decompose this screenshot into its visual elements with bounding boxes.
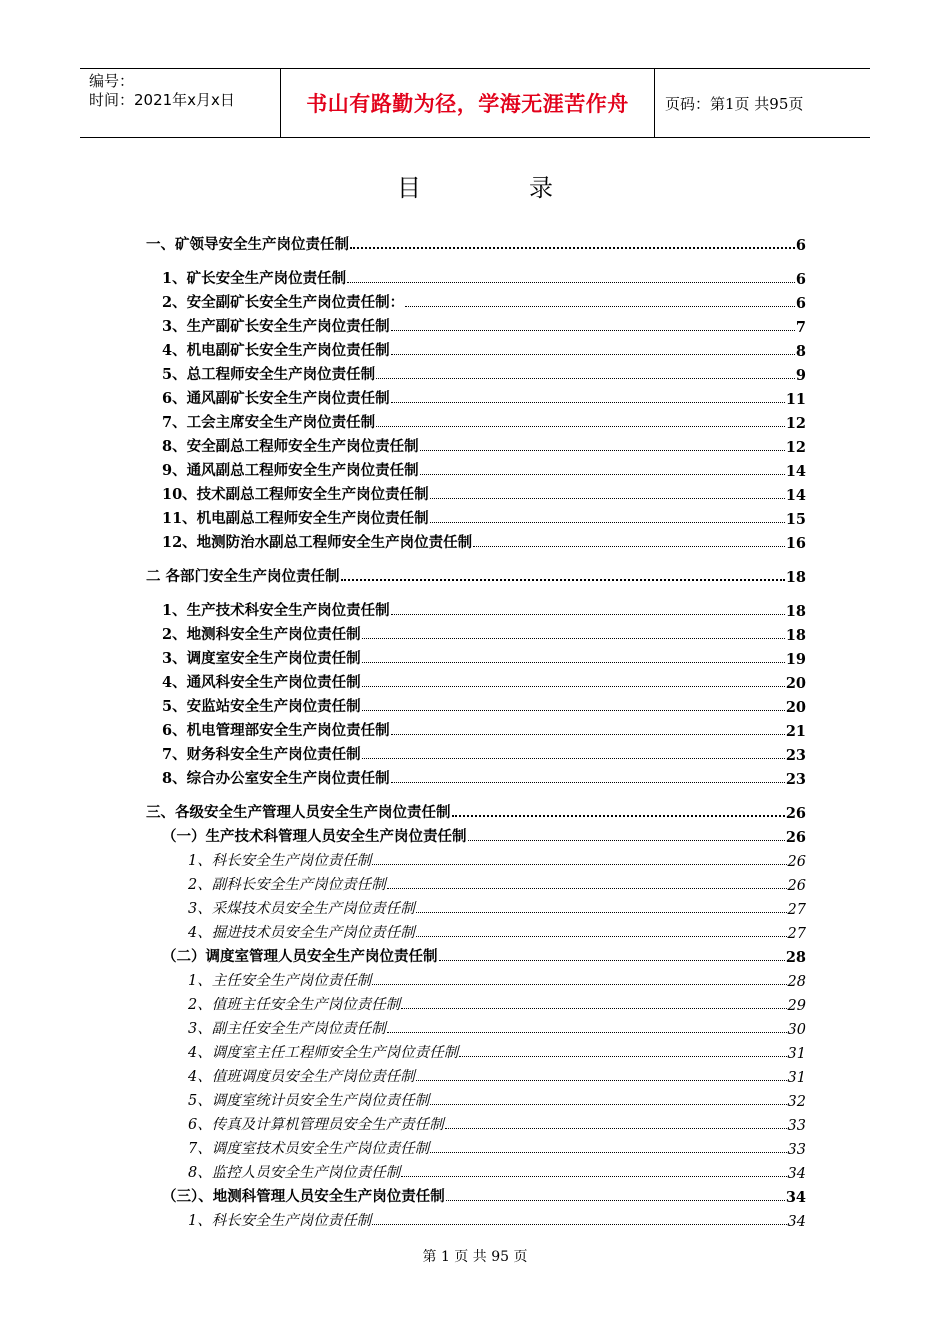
toc-entry[interactable] [146,288,806,312]
toc-entry[interactable] [146,528,806,552]
toc-entry[interactable] [146,360,806,384]
toc-leader-dots [362,686,785,687]
toc-entry-page: 34 [785,1189,806,1206]
toc-entry[interactable] [146,1086,806,1110]
toc-entry-page: 7 [795,319,806,336]
toc-entry-page: 20 [785,699,806,716]
toc-leader-dots [452,815,785,817]
toc-entry-page: 27 [787,902,806,918]
toc-entry-page: 11 [785,391,806,408]
toc-entry[interactable] [146,336,806,360]
toc-entry-page: 29 [787,998,806,1014]
toc-entry-page: 26 [785,805,806,822]
toc-entry-label: 2、值班主任安全生产岗位责任制 [188,997,401,1013]
toc-leader-dots [420,474,785,475]
toc-entry-label: 8、监控人员安全生产岗位责任制 [188,1165,401,1181]
toc-entry-label: 9、通风副总工程师安全生产岗位责任制 [162,462,419,479]
toc-entry[interactable] [146,1062,806,1086]
toc-entry-page: 33 [787,1142,806,1158]
document-time-label: 时间：2021年x月x日 [89,91,235,109]
toc-leader-dots [416,936,787,937]
toc-entry-page: 18 [785,569,806,586]
toc-entry-page: 23 [785,747,806,764]
toc-entry-label: 1、主任安全生产岗位责任制 [188,973,372,989]
toc-entry-label: 三、各级安全生产管理人员安全生产岗位责任制 [146,804,451,821]
toc-entry[interactable] [146,716,806,740]
toc-entry[interactable] [146,846,806,870]
header-left-cell [80,69,281,137]
toc-entry-label: 7、调度室技术员安全生产岗位责任制 [188,1141,430,1157]
toc-entry[interactable] [146,432,806,456]
toc-entry[interactable] [146,384,806,408]
toc-entry-label: 3、生产副矿长安全生产岗位责任制 [162,318,390,335]
toc-entry-page: 6 [795,271,806,288]
page-footer: 第 1 页 共 95 页 [422,1249,528,1265]
toc-entry[interactable] [146,668,806,692]
table-of-contents [146,220,806,1230]
toc-leader-dots [347,282,795,283]
toc-entry-label: 1、矿长安全生产岗位责任制 [162,270,347,287]
toc-entry-page: 20 [785,675,806,692]
toc-entry[interactable] [146,894,806,918]
toc-entry-page: 31 [787,1046,806,1062]
toc-entry-page: 23 [785,771,806,788]
toc-entry[interactable] [146,870,806,894]
toc-entry-label: 10、技术副总工程师安全生产岗位责任制 [162,486,429,503]
toc-leader-dots [401,1176,786,1177]
toc-entry-label: 3、采煤技术员安全生产岗位责任制 [188,901,415,917]
toc-leader-dots [391,402,785,403]
toc-entry[interactable] [146,1110,806,1134]
toc-entry[interactable] [146,764,806,788]
toc-leader-dots [430,522,785,523]
toc-entry-page: 18 [785,603,806,620]
toc-entry-label: 4、掘进技术员安全生产岗位责任制 [188,925,415,941]
toc-entry-page: 9 [795,367,806,384]
toc-entry[interactable] [146,918,806,942]
toc-entry-page: 18 [785,627,806,644]
toc-entry-label: 1、生产技术科安全生产岗位责任制 [162,602,390,619]
toc-entry-label: 6、机电管理部安全生产岗位责任制 [162,722,390,739]
toc-entry-page: 12 [785,415,806,432]
toc-leader-dots [391,354,795,355]
document-number-label: 编号： [89,72,135,90]
toc-entry[interactable] [146,1206,806,1230]
toc-entry-label: 2、地测科安全生产岗位责任制 [162,626,361,643]
toc-entry-page: 15 [785,511,806,528]
toc-entry-page: 6 [795,237,806,254]
toc-leader-dots [391,734,785,735]
toc-leader-dots [420,450,785,451]
toc-leader-dots [372,984,786,985]
toc-leader-dots [445,1128,787,1129]
toc-entry-page: 26 [787,854,806,870]
toc-entry-page: 33 [787,1118,806,1134]
toc-entry-label: 5、总工程师安全生产岗位责任制 [162,366,376,383]
toc-leader-dots [416,1080,787,1081]
toc-entry-label: 1、科长安全生产岗位责任制 [188,853,372,869]
toc-entry-page: 8 [795,343,806,360]
toc-entry[interactable] [146,788,806,822]
toc-entry-page: 32 [787,1094,806,1110]
toc-leader-dots [362,662,785,663]
toc-entry-page: 12 [785,439,806,456]
toc-leader-dots [341,579,785,581]
toc-entry-label: 2、副科长安全生产岗位责任制 [188,877,386,893]
toc-entry-page: 14 [785,463,806,480]
toc-entry-page: 34 [787,1214,806,1230]
toc-entry-label: 二 各部门安全生产岗位责任制 [146,568,340,585]
toc-title [0,168,950,203]
toc-entry[interactable] [146,264,806,288]
header-motto: 书山有路勤为径，学海无涯苦作舟 [281,69,655,137]
toc-entry[interactable] [146,1134,806,1158]
toc-entry-page: 14 [785,487,806,504]
toc-leader-dots [387,1032,787,1033]
toc-leader-dots [473,546,785,547]
toc-entry-label: 5、调度室统计员安全生产岗位责任制 [188,1093,430,1109]
toc-leader-dots [446,1200,785,1201]
toc-entry-label: 4、调度室主任工程师安全生产岗位责任制 [188,1045,459,1061]
toc-entry[interactable] [146,504,806,528]
toc-entry-page: 28 [787,974,806,990]
toc-leader-dots [468,840,785,841]
toc-entry-label: 4、通风科安全生产岗位责任制 [162,674,361,691]
toc-entry[interactable] [146,1182,806,1206]
toc-entry-page: 31 [787,1070,806,1086]
toc-entry-page: 21 [785,723,806,740]
toc-entry-label: 5、安监站安全生产岗位责任制 [162,698,361,715]
toc-leader-dots [350,247,795,249]
toc-entry[interactable] [146,408,806,432]
toc-entry-label: 6、传真及计算机管理员安全生产责任制 [188,1117,444,1133]
toc-entry[interactable] [146,220,806,254]
toc-entry[interactable] [146,596,806,620]
toc-entry[interactable] [146,990,806,1014]
toc-entry[interactable] [146,942,806,966]
toc-leader-dots [372,1224,786,1225]
toc-entry-page: 26 [787,878,806,894]
toc-entry-label: 8、安全副总工程师安全生产岗位责任制 [162,438,419,455]
toc-entry-page: 34 [787,1166,806,1182]
toc-leader-dots [376,426,785,427]
toc-entry-label: （二）调度室管理人员安全生产岗位责任制 [162,948,438,965]
toc-leader-dots [362,758,785,759]
toc-leader-dots [430,1104,786,1105]
toc-entry-label: 4、值班调度员安全生产岗位责任制 [188,1069,415,1085]
toc-entry[interactable] [146,740,806,764]
toc-entry[interactable] [146,1038,806,1062]
toc-entry-page: 27 [787,926,806,942]
toc-entry-label: 11、机电副总工程师安全生产岗位责任制 [162,510,429,527]
toc-leader-dots [362,638,785,639]
toc-leader-dots [376,378,795,379]
toc-entry[interactable] [146,822,806,846]
toc-leader-dots [391,782,785,783]
toc-entry-label: 2、安全副矿长安全生产岗位责任制： [162,294,405,311]
toc-entry-label: 6、通风副矿长安全生产岗位责任制 [162,390,390,407]
toc-entry[interactable] [146,552,806,586]
toc-entry-page: 26 [785,829,806,846]
toc-leader-dots [416,912,787,913]
toc-entry-label: 7、财务科安全生产岗位责任制 [162,746,361,763]
toc-entry-label: 3、副主任安全生产岗位责任制 [188,1021,386,1037]
toc-entry-label: 3、调度室安全生产岗位责任制 [162,650,361,667]
toc-leader-dots [362,710,785,711]
toc-entry-label: 12、地测防治水副总工程师安全生产岗位责任制 [162,534,473,551]
toc-entry-page: 6 [795,295,806,312]
toc-leader-dots [391,614,785,615]
toc-entry-label: 7、工会主席安全生产岗位责任制 [162,414,376,431]
toc-entry[interactable] [146,1158,806,1182]
toc-entry[interactable] [146,692,806,716]
page-header [80,68,870,138]
toc-leader-dots [372,864,786,865]
toc-entry[interactable] [146,644,806,668]
toc-entry-page: 28 [785,949,806,966]
toc-entry-label: 8、综合办公室安全生产岗位责任制 [162,770,390,787]
toc-leader-dots [430,1152,786,1153]
toc-entry-label: 4、机电副矿长安全生产岗位责任制 [162,342,390,359]
toc-entry[interactable] [146,966,806,990]
toc-entry[interactable] [146,480,806,504]
toc-leader-dots [430,498,785,499]
toc-entry-page: 30 [787,1022,806,1038]
toc-entry-label: 1、科长安全生产岗位责任制 [188,1213,372,1229]
toc-entry[interactable] [146,456,806,480]
toc-leader-dots [439,960,785,961]
toc-title-char-2: 录 [529,174,553,202]
toc-entry[interactable] [146,312,806,336]
toc-leader-dots [405,306,795,307]
toc-entry-label: （一）生产技术科管理人员安全生产岗位责任制 [162,828,467,845]
header-page-info: 页码：第1页 共95页 [665,94,804,113]
toc-entry[interactable] [146,1014,806,1038]
toc-entry-label: （三）、地测科管理人员安全生产岗位责任制 [162,1188,445,1205]
toc-entry-page: 19 [785,651,806,668]
toc-entry-page: 16 [785,535,806,552]
toc-leader-dots [387,888,787,889]
toc-leader-dots [391,330,795,331]
toc-leader-dots [401,1008,786,1009]
toc-title-char-1: 目 [397,174,421,202]
toc-leader-dots [459,1056,786,1057]
toc-entry[interactable] [146,620,806,644]
toc-entry-label: 一、矿领导安全生产岗位责任制 [146,236,349,253]
